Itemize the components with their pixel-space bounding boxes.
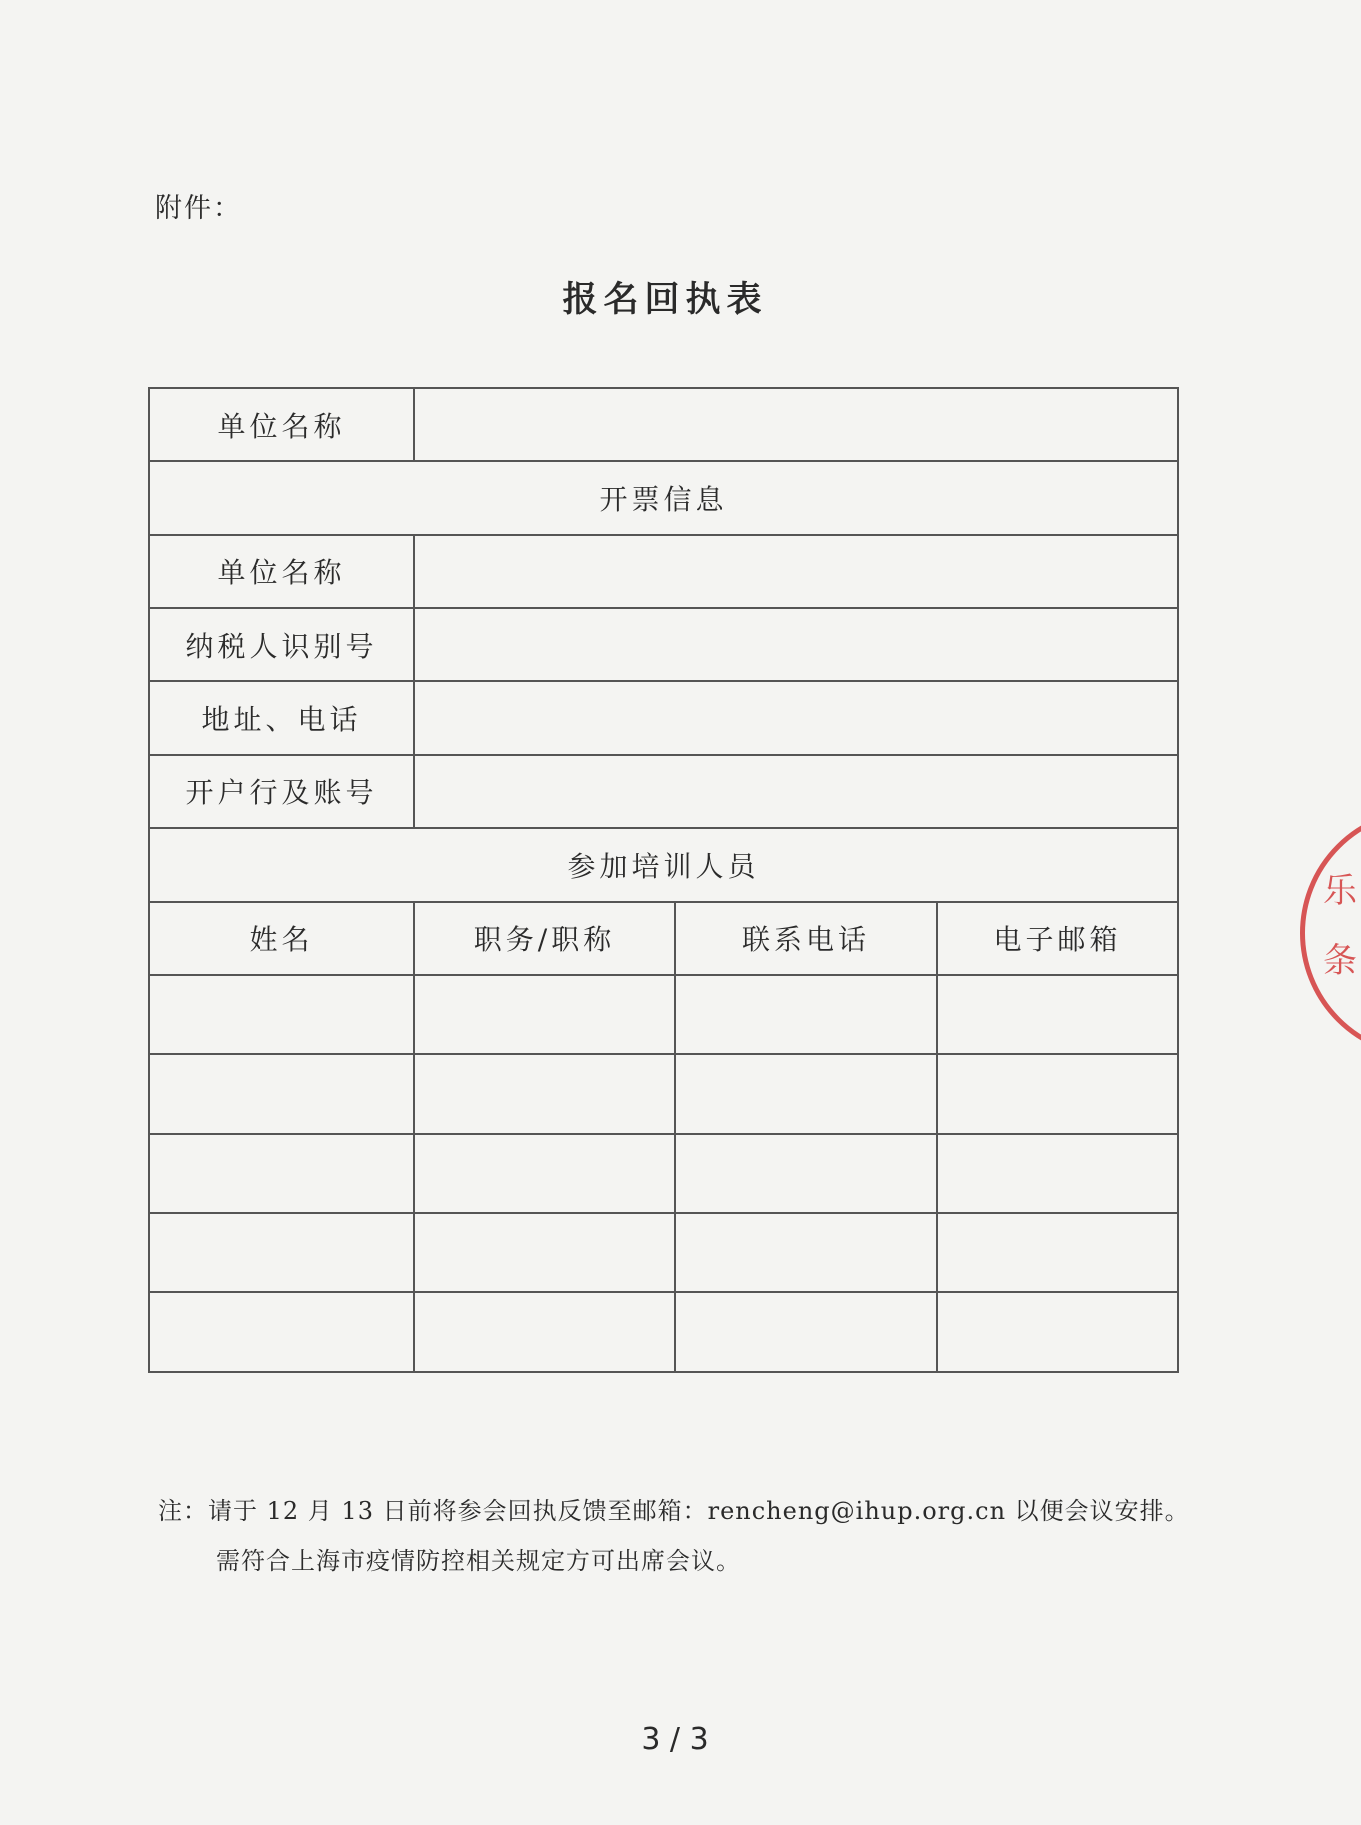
invoice-company-row (149, 535, 1178, 608)
invoice-company-label: 单位名称 (149, 535, 414, 608)
invoice-section-heading: 开票信息 (149, 461, 1178, 534)
invoice-section-row (149, 461, 1178, 534)
note-line-1: 注：请于 12 月 13 日前将参会回执反馈至邮箱：rencheng@ihup.org.cn 以便会议安排。 (158, 1497, 1190, 1525)
address-phone-label: 地址、电话 (149, 681, 414, 754)
attendee-row (149, 1054, 1178, 1133)
attendees-section-heading: 参加培训人员 (149, 828, 1178, 901)
column-header-email: 电子邮箱 (937, 902, 1178, 975)
attendee-phone-cell[interactable] (675, 1213, 937, 1292)
attendee-name-cell[interactable] (149, 1054, 414, 1133)
invoice-company-field[interactable] (414, 535, 1178, 608)
attachment-label: 附件： (155, 193, 242, 224)
page-number: 3 / 3 (641, 1722, 709, 1757)
attendee-name-cell[interactable] (149, 1292, 414, 1372)
note-line-2: 需符合上海市疫情防控相关规定方可出席会议。 (216, 1547, 741, 1575)
company-name-field[interactable] (414, 388, 1178, 461)
company-name-row (149, 388, 1178, 461)
page-title: 报名回执表 (562, 279, 768, 320)
attendee-email-cell[interactable] (937, 1292, 1178, 1372)
bank-account-label: 开户行及账号 (149, 755, 414, 828)
attendee-name-cell[interactable] (149, 1134, 414, 1213)
company-name-label: 单位名称 (149, 388, 414, 461)
attendee-title-cell[interactable] (414, 1054, 675, 1133)
attendee-name-cell[interactable] (149, 975, 414, 1054)
address-phone-row (149, 681, 1178, 754)
attendee-email-cell[interactable] (937, 1213, 1178, 1292)
attendee-email-cell[interactable] (937, 1054, 1178, 1133)
attendee-title-cell[interactable] (414, 1213, 675, 1292)
attendee-row (149, 1213, 1178, 1292)
attendee-row (149, 975, 1178, 1054)
address-phone-field[interactable] (414, 681, 1178, 754)
attendee-email-cell[interactable] (937, 975, 1178, 1054)
taxpayer-id-row (149, 608, 1178, 681)
attendee-phone-cell[interactable] (675, 1134, 937, 1213)
bank-account-row (149, 755, 1178, 828)
attendee-phone-cell[interactable] (675, 1292, 937, 1372)
submission-note (158, 1486, 1190, 1586)
seal-char-2: 条 (1323, 941, 1357, 981)
taxpayer-id-label: 纳税人识别号 (149, 608, 414, 681)
attendees-section-row (149, 828, 1178, 901)
attendee-header-row (149, 902, 1178, 975)
taxpayer-id-field[interactable] (414, 608, 1178, 681)
attendee-title-cell[interactable] (414, 1134, 675, 1213)
column-header-phone: 联系电话 (675, 902, 937, 975)
attendee-name-cell[interactable] (149, 1213, 414, 1292)
attendee-row (149, 1134, 1178, 1213)
attendee-title-cell[interactable] (414, 1292, 675, 1372)
red-seal-stamp (1300, 808, 1361, 1058)
attendee-email-cell[interactable] (937, 1134, 1178, 1213)
seal-char-1: 乐 (1323, 871, 1357, 911)
attendee-title-cell[interactable] (414, 975, 675, 1054)
attendee-row (149, 1292, 1178, 1372)
column-header-title: 职务/职称 (414, 902, 675, 975)
bank-account-field[interactable] (414, 755, 1178, 828)
column-header-name: 姓名 (149, 902, 414, 975)
attendee-phone-cell[interactable] (675, 975, 937, 1054)
registration-form-table (148, 387, 1179, 1373)
attendee-phone-cell[interactable] (675, 1054, 937, 1133)
